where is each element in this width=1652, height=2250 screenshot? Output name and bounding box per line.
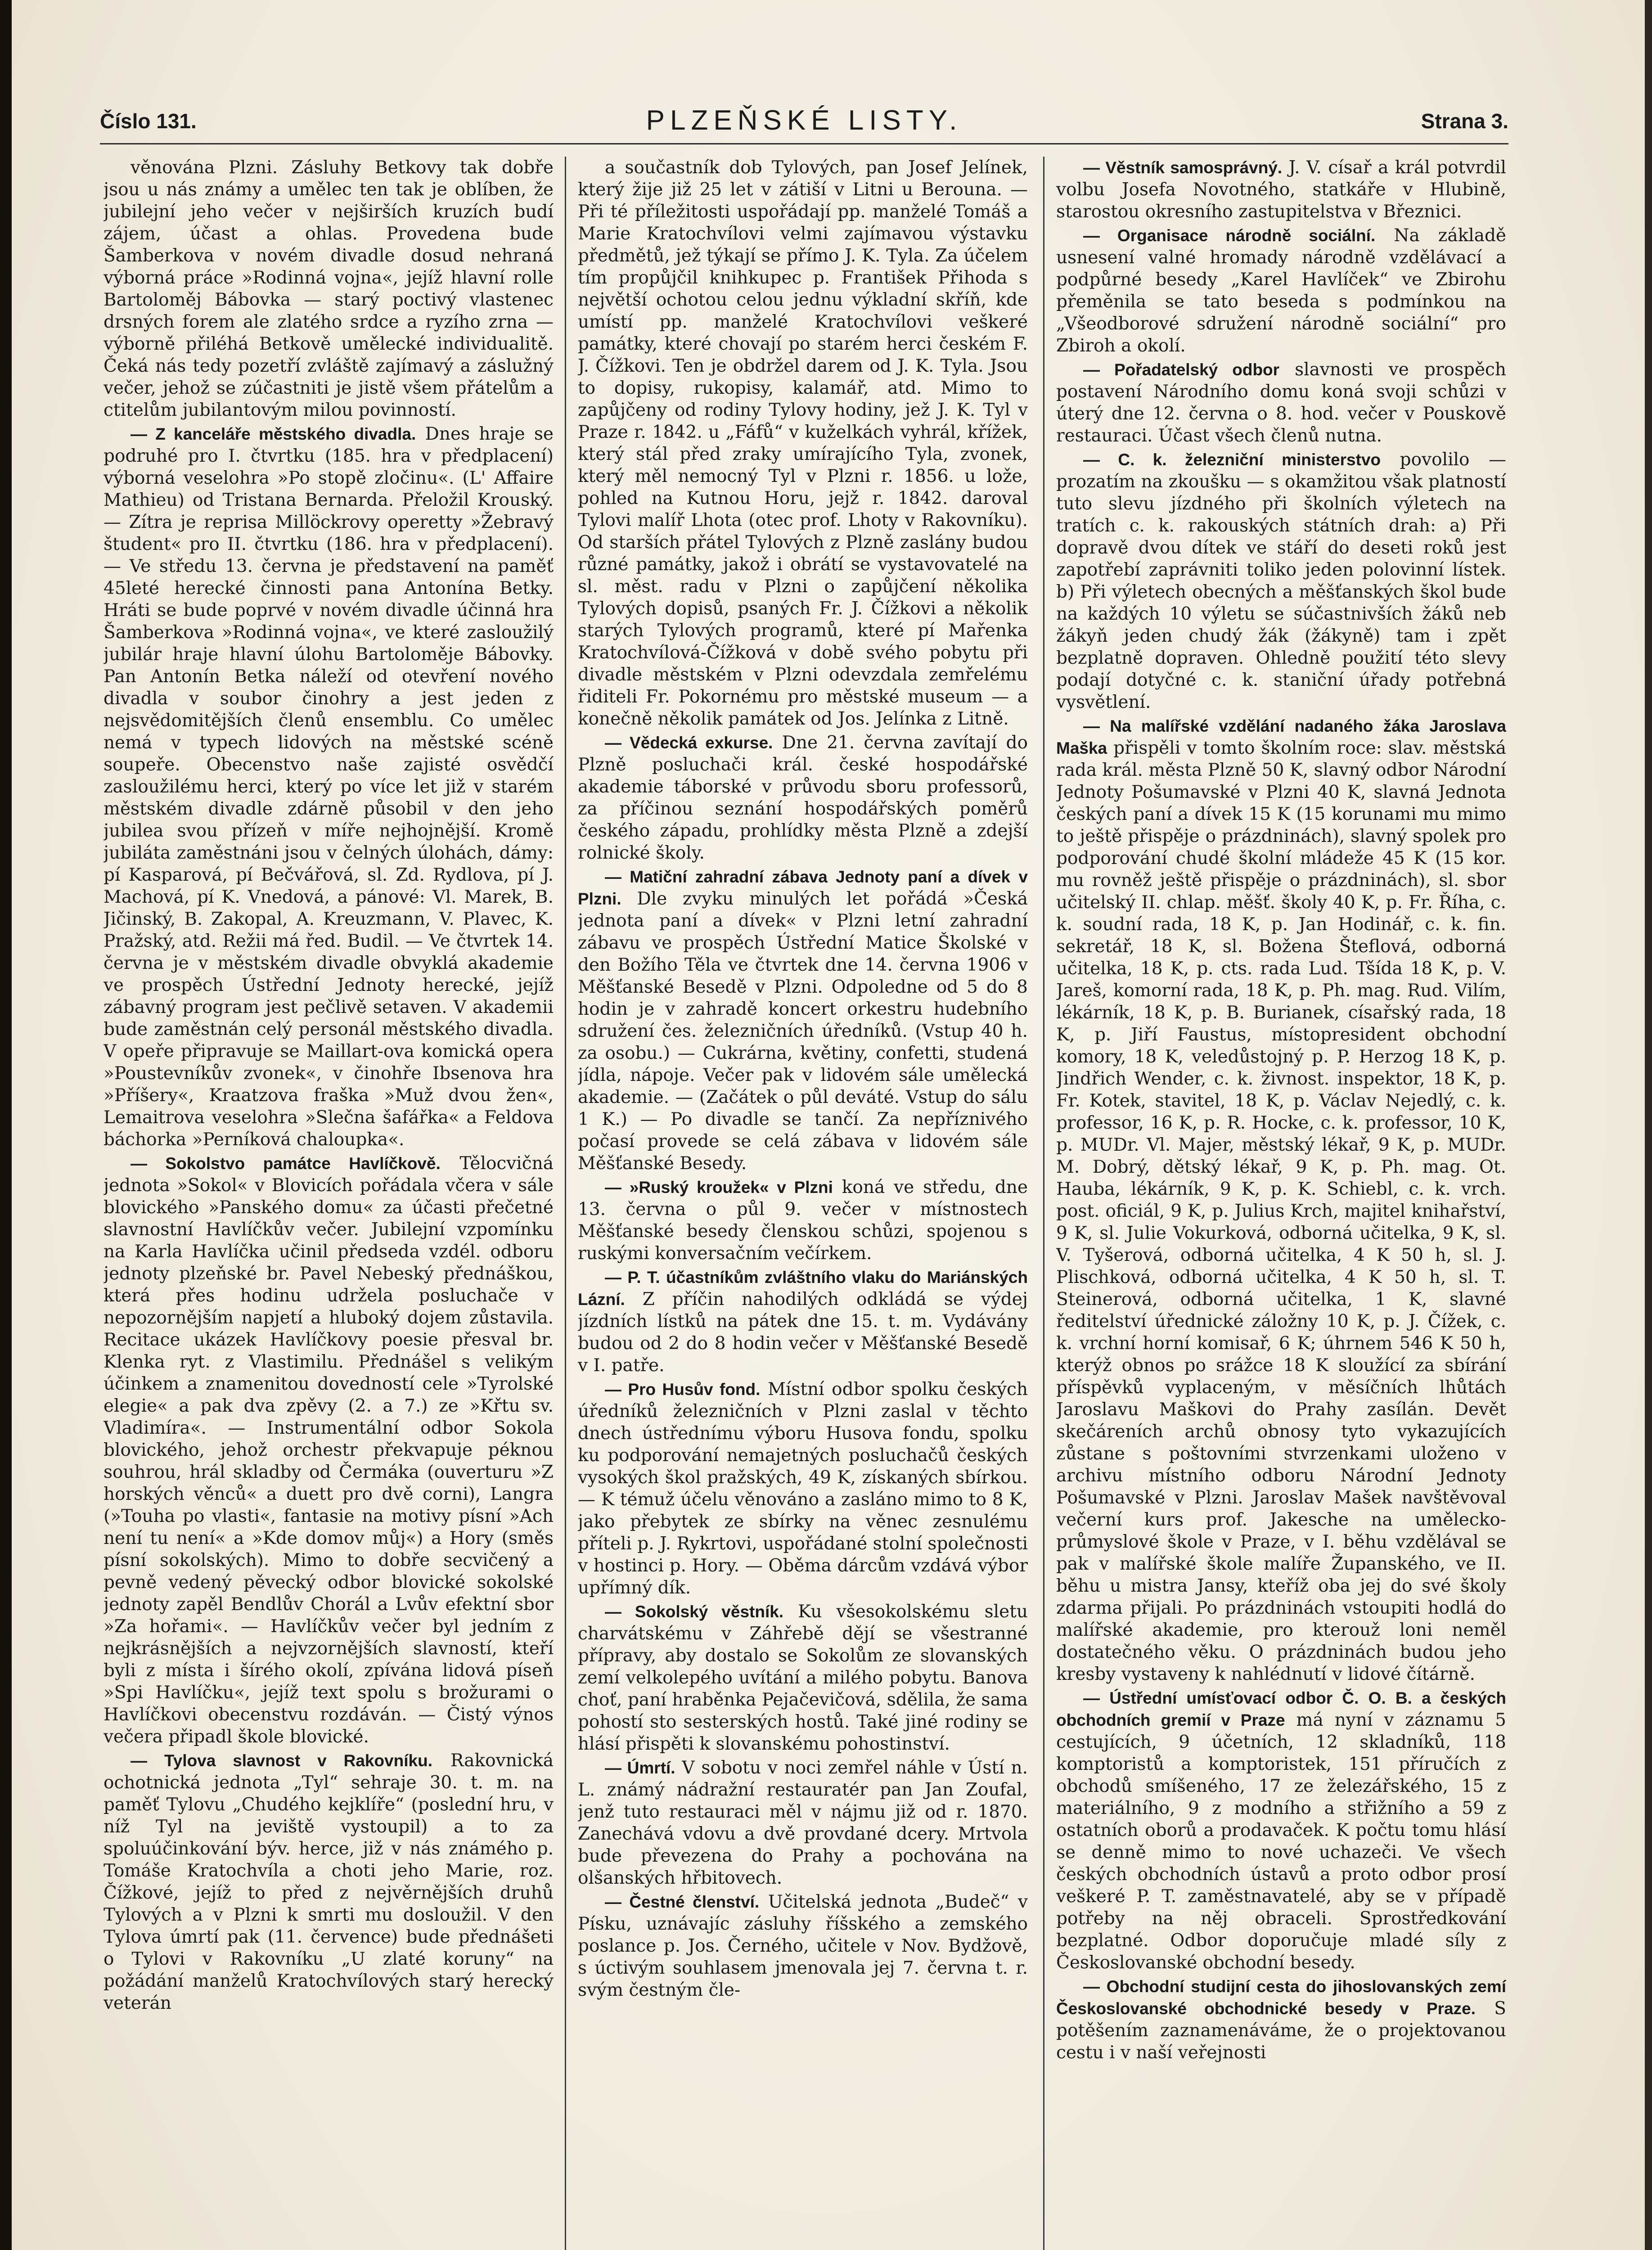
article-heading: — Sokolský věstník. <box>605 1602 784 1621</box>
article-text: Z příčin nahodilých odkládá se výdej jízdních lístků na pátek dne 15. t. m. Vydávány budou od 2 do 8 hodin večer v Měšťanské Besedě v I. patře. <box>578 1289 1028 1376</box>
article-text: Dle zvyku minulých let pořádá »Česká jednota paní a dívek« v Plzni letní zahradní zábavu ve prospěch Ústřední Matice Školské v den Božího Těla ve čtvrtek dne 14. června 1906 v Měšťanské Besedě v Plzni. Odpoledne od 5 do 8 hodin je v zahradě koncert orkestru hudebního sdružení čes. železničních úředníků. (Vstup 40 h. za osobu.) — Cukrárna, květiny, confetti, studená jídla, nápoje. Večer pak v lidovém sále umělecká akademie. — (Začátek o půl deváté. Vstup do sálu 1 K.) — Po divadle se tančí. Za nepříznivého počasí provede se celá zábava v lidovém sále Měšťanské Besedy. <box>578 889 1028 1174</box>
article-heading: — Pořadatelský odbor <box>1083 360 1280 379</box>
article-heading: — Úmrtí. <box>605 1759 675 1777</box>
article-text: Dnes hraje se podruhé pro I. čtvrtku (185. hra v předplacení) výborná veselohra »Po stopě zločinu«. (L' Affaire Mathieu) od Tristana Bernarda. Přeložil Krouský. — Zítra je reprisa Millöckrovy operetty »Žebravý študent« pro II. čtvrtku (186. hra v předplacení). — Ve středu 13. června je představení na paměť 45leté herecké činnosti pana Antonína Betky. Hráti se bude poprvé v novém divadle účinná hra Šamberkova »Rodinná vojna«, ve které zasloužilý jubilár hraje hlavní úlohu Bartoloměje Bábovky. Pan Antonín Betka náleží od otevření nového divadla v soubor činohry a jest jeden z nejsvědomitějších členů ensemblu. Co umělec nemá v typech lidových na městské scéně soupeře. Obecenstvo naše zajisté osvědčí zasloužilému herci, který po více let již v starém městském divadle zdárně působil v den jeho jubilea svou přízeň v míře nejhojnější. Kromě jubiláta zaměstnáni jsou v čelných úlohách, dámy: pí Kasparová, pí Bečvářová, sl. Zd. Rydlova, pí J. Machová, pí K. Vnedová, a pánové: Vl. Marek, B. Jičinský, B. Zakopal, A. Kreuzmann, V. Plavec, K. Pražský, atd. Režii má řed. Budil. — Ve čtvrtek 14. června je v městském divadle obvyklá akademie ve prospěch Ústřední Jednoty herecké, jejíž zábavný program jest pečlivě setaven. V akademii bude zaměstnán celý personál městského divadla. V opeře připravuje se Maillart-ova komická opera »Poustevníkův zvonek«, v činohře Ibsenova hra »Příšery«, Kraatzova fraška »Muž dvou žen«, Lemaitrova veselohra »Slečna šafářka« a Feldova báchorka »Perníková chaloupka«. <box>104 424 554 1150</box>
page-header <box>100 104 1508 143</box>
article-paragraph <box>1056 449 1506 713</box>
issue-number: Číslo 131. <box>100 109 197 133</box>
column-rule <box>565 157 566 2250</box>
article-text: Dne 21. června zavítají do Plzně posluchači král. české hospodářské akademie táborské v průvodu sboru professorů, za příčinou seznání hospodářských poměrů českého západu, prohlídky města Plzně a zdejší rolnické školy. <box>578 733 1028 863</box>
scan-border-left <box>0 0 12 2250</box>
article-heading: — Věstník samosprávný. <box>1083 158 1283 177</box>
article-paragraph <box>578 1378 1028 1599</box>
article-heading: — Pro Husův fond. <box>605 1380 761 1399</box>
article-text: povolilo — prozatím na zkoušku — s okamžitou však platností tuto slevu jízdného při školních výletech na tratích c. k. rakouských státních drah: a) Při dopravě dvou dítek ve stáří do deseti roků jest zapotřebí zaprávniti toliko jeden polovinní lístek. b) Při výletech obecných a měšťanských škol bude na každých 10 výletu se súčastnivších žáků neb žákyň jeden chudý žák (žákyně) tam i zpět bezplatně dopraven. Ohledně použití této slevy podají dotyčné c. k. staniční úřady potřebná vysvětlení. <box>1056 450 1506 712</box>
article-text: Tělocvičná jednota »Sokol« v Blovicích pořádala včera v sále blovického »Panského domu« za účasti přečetné slavnostní Havlíčkův večer. Jubilejní vzpomínku na Karla Havlíčka učinil předseda vzdél. odboru jednoty plzeňské br. Pavel Nebeský přednáškou, která přes hodinu udržela posluchače v nepozornějším napjetí a hluboký dojem zůstavila. Recitace ukázek Havlíčkovy poesie přesval br. Klenka ryt. z Vlastimilu. Přednášel s velikým účinkem a znamenitou dovedností cele »Tyrolské elegie« a pak dva zpěvy (2. a 7.) ze »Křtu sv. Vladimíra«. — Instrumentální odbor Sokola blovického, jehož orchestr překvapuje péknou souhrou, hrál skladby od Čermáka (ouverturu »Z horských věnců« a duett pro dvě corni), Langra (»Touha po vlasti«, fantasie na motivy písní »Ach není tu není« a »Kde domov můj«) a Hory (směs písní sokolských). Mimo to dobře secvičený a pevně vedený pěvecký odbor blovické sokolské jednoty zapěl Bendlův Chorál a Lvův efektní sbor »Za hořami«. — Havlíčkův večer byl jedním z nejkrásnějších a nejvzornějších slavností, kteří byli z místa i šírého okolí, zpívána lidová píseň »Spi Havlíčku«, jejíž text spolu s brožurami o Havlíčkovi obecenstvu rozdáván. — Čistý výnos večera připadl škole blovické. <box>104 1153 554 1747</box>
article-paragraph <box>1056 1976 1506 2064</box>
article-heading: — Organisace národně sociální. <box>1083 226 1376 245</box>
article-text: Místní odbor spolku českých úředníků železničních v Plzni zaslal v těchto dnech ústřednímu výboru Husova fondu, spolku ku podporování nemajetných posluchačů českých vysokých škol pražských, 49 K, získaných sbírkou. — K témuž účelu věnováno a zasláno mimo to 8 K, jako přebytek ze sbírky na věnec zesnulému příteli p. J. Rykrtovi, uspořádané stolní společnosti v hostinci p. Hory. — Oběma dárcům vzdává výbor upřímný dík. <box>578 1379 1028 1598</box>
article-paragraph <box>104 423 554 1151</box>
article-paragraph <box>1056 157 1506 223</box>
article-paragraph <box>104 1750 554 2014</box>
text-column-2 <box>578 157 1028 2250</box>
article-text: věnována Plzni. Zásluhy Betkovy tak dobře jsou u nás známy a umělec ten tak je oblíben, že jubilejní jeho večer v nejširších kruzích budí zájem, účast a ohlas. Provedena bude Šamberkova v novém divadle dosud nehraná výborná práce »Rodinná vojna«, jejíž hlavní rolle Bartoloměj Bábovka — starý poctivý vlastenec drsných forem ale zlatého srdce a ryzího zrna — výborně přiléhá Betkově umělecké individualitě. Čeká nás tedy pozetří zvláště zajímavý a záslužný večer, jehož se zúčastniti je jistě všem přátelům a ctitelům jubilantovým milou povinností. <box>104 158 554 420</box>
scan-border-right <box>1645 0 1652 2250</box>
article-heading: — C. k. železniční ministerstvo <box>1083 450 1381 469</box>
article-text: S potěšením zaznamenáváme, že o projektovanou cestu i v naší veřejnosti <box>1056 1998 1506 2063</box>
article-paragraph <box>578 1601 1028 1755</box>
article-heading: — Sokolstvo památce Havlíčkově. <box>131 1154 441 1173</box>
article-paragraph <box>1056 715 1506 1685</box>
article-text: přispěli v tomto školním roce: slav. městská rada král. města Plzně 50 K, slavný odbor Národní Jednoty Pošumavské v Plzni 40 K, slavná Jednota českých paní a dívek 15 K (15 korunami mu mimo to ještě přispěje o prázdninách), slavný spolek pro podporování chudé školní mládeže 45 K (15 kor. mu rovněž ještě přispěje o prázdninách), sl. sbor učitelský II. chlap. měšť. školy 40 K, p. Fr. Říha, c. k. soudní rada, 18 K, p. Jan Hodinář, c. k. fin. sekretář, 18 K, sl. Božena Šteflová, odborná učitelka, 18 K, p. cts. rada Lud. Tšída 18 K, p. V. Jareš, komorní rada, 18 K, p. Ph. mag. Rud. Vilím, lékárník, 18 K, p. B. Burianek, císařský rada, 18 K, p. Jiří Faustus, místopresident obchodní komory, 18 K, veledůstojný p. P. Herzog 18 K, p. Jindřich Wender, c. k. živnost. inspektor, 18 K, p. Fr. Kotek, stavitel, 18 K, p. Václav Nejedlý, c. k. professor, 16 K, p. R. Hocke, c. k. professor, 10 K, p. MUDr. Vl. Majer, městský lékař, 9 K, p. MUDr. M. Dobrý, dětský lékař, 9 K, p. Ph. mag. Ot. Hauba, lékárník, 9 K, p. K. Schiebl, c. k. vrch. post. oficiál, 9 K, p. Julius Krch, majitel knihařství, 9 K, sl. Julie Vokurková, odborná učitelka, 9 K, sl. V. Tyšerová, odborná učitelka, 4 K 50 h, sl. J. Plischková, odborná učitelka, 4 K 50 h, sl. T. Steinerová, odborná učitelka, 1 K, slavné ředitelství úřednické záložny 10 K, p. J. Čížek, c. k. vrchní horní komisař, 6 K; úhrnem 546 K 50 h, kterýž obnos po srážce 18 K sloužící za sbírání příspěvků vyplaceným, v měsíčních lhůtách Jaroslavu Maškovi do Prahy zasílán. Devět skečáreních archů obnosy tyto vykazujících zůstane s poštovními stvrzenkami uloženo v archivu místního odboru Národní Jednoty Pošumavské v Plzni. Jaroslav Mašek navštěvoval večerní kurs prof. Jakesche na umělecko-průmyslové škole v Praze, v I. běhu vzdělával se pak v malířské škole malíře Županského, ve II. běhu u mistra Jansy, kteříž oba jej do své školy zdarma přijali. Po prázdninách vstoupiti hodlá do malířské akademie, pro kterouž loni neměl dostatečného věku. O prázdninách budou jeho kresby vystaveny k nahlédnutí v lidové čítárně. <box>1056 738 1506 1684</box>
text-column-3 <box>1056 157 1506 2250</box>
article-paragraph <box>104 1152 554 1748</box>
article-paragraph <box>578 1891 1028 2001</box>
article-heading: — Matiční zahradní zábava Jednoty paní a dívek v Plzni. <box>578 868 1028 908</box>
article-text: koná ve středu, dne 13. června o půl 9. večer v místnostech Měšťanské besedy členskou schůzi, spojenou s ruskými konversačním večírkem. <box>578 1177 1028 1264</box>
article-heading: — Na malířské vzdělání nadaného žáka Jaroslava Maška <box>1056 717 1506 757</box>
article-paragraph <box>578 1757 1028 1889</box>
article-text: a součastník dob Tylových, pan Josef Jelínek, který žije již 25 let v zátiší v Litni u Berouna. — Při té příležitosti uspořádají pp. manželé Tomáš a Marie Kratochvílovi velmi zajímavou výstavku předmětů, jež týkají se přímo J. K. Tyla. Za účelem tím propůjčil knihkupec p. František Přihoda s největší ochotou celou jednu výkladní skříň, kde umístí pp. manželé Kratochvílovi veškeré památky, které chovají po starém herci českém F. J. Čížkovi. Ten je obdržel darem od J. K. Tyla. Jsou to dopisy, rukopisy, kalamář, atd. Mimo to zapůjčeny od rodiny Tylovy hodiny, jež J. K. Tyl v Praze r. 1842. u „Fáfů“ v kuželkách vyhrál, křížek, který stál před zraky umírajícího Tyla, zvonek, který měl nemocný Tyl v Plzni r. 1856. u lože, pohled na Kutnou Horu, jejž r. 1842. daroval Tylovi malíř Lhota (otec prof. Lhoty v Rakovníku). Od starších přátel Tylových z Plzně zaslány budou různé památky, jakož i obrátí se vystavovatelé na sl. měst. radu v Plzni o zapůjčení několika Tylových dopisů, psaných Fr. J. Čížkovi a několik starých Tylových programů, které pí Mařenka Kratochvílová-Čížková v době svého pobytu při divadle městském v Plzni odevzdala zemřelému řiditeli Fr. Pokornému pro městské museum — a konečně několik památek od Jos. Jelínka z Litně. <box>578 158 1028 729</box>
header-rule <box>100 143 1508 144</box>
page-number: Strana 3. <box>1421 109 1508 133</box>
article-paragraph <box>1056 1687 1506 1974</box>
article-paragraph <box>578 157 1028 730</box>
article-heading: — P. T. účastníkům zvláštního vlaku do Mariánských Lázní. <box>578 1268 1028 1309</box>
article-heading: — Obchodní studijní cesta do jihoslovanských zemí Českoslovanské obchodnické besedy v Praze. <box>1056 1977 1506 2018</box>
text-column-1 <box>104 157 554 2250</box>
article-text: Učitelská jednota „Budeč“ v Písku, uznávajíc zásluhy říšského a zemského poslance p. Jos. Černého, učitele v Nov. Bydžově, s úctivým souhlasem jmenovala jej 7. června t. r. svým čestným čle- <box>578 1892 1028 2000</box>
article-heading: — Tylova slavnost v Rakovníku. <box>131 1751 433 1770</box>
article-paragraph <box>578 866 1028 1174</box>
article-text: Ku všesokolskému sletu charvátskému v Záhřebě dějí se všestranné přípravy, aby dostalo se Sokolům ze slovanských zemí velkolepého uvítání a milého pobytu. Banova choť, paní hraběnka Pejačevičová, sdělila, že sama pohostí sto sesterských hostů. Také jiné rodiny se hlásí přispěti k slovanskému pohostinství. <box>578 1602 1028 1754</box>
article-text: má nyní v záznamu 5 cestujících, 9 účetních, 12 skladníků, 118 komptoristů a komptoristek, 151 příručích z obchodů smíšeného, 17 ze železářského, 15 z materiálního, 9 z modního a střižního a 59 z ostatních oborů a prodavaček. K počtu tomu hlásí se denně mimo to nové uchazeči. Ve všech českých obchodních ústavů a proto odbor prosí veškeré P. T. zaměstnavatelé, aby se v případě potřeby na něj obraceli. Sprostředkování bezplatné. Odbor doporučuje mladé síly z Českoslovanské obchodní besedy. <box>1056 1710 1506 1973</box>
article-paragraph <box>104 157 554 421</box>
article-paragraph <box>578 1266 1028 1377</box>
article-text: J. V. císař a král potvrdil volbu Josefa Novotného, statkáře v Hlubině, starostou okresního zastupitelstva v Březnici. <box>1056 158 1506 222</box>
article-paragraph <box>1056 359 1506 447</box>
article-text: V sobotu v noci zemřel náhle v Ústí n. L. známý nádražní restauratér pan Jan Zoufal, jenž tuto restauraci měl v nájmu již od r. 1870. Zanechává vdovu a dvě provdané dcery. Mrtvola bude převezena do Prahy a pochována na olšanských hřbitovech. <box>578 1758 1028 1888</box>
article-heading: — »Ruský kroužek« v Plzni <box>605 1178 833 1197</box>
article-paragraph <box>1056 225 1506 357</box>
article-heading: — Z kanceláře městského divadla. <box>131 425 416 443</box>
masthead-title: PLZEŇSKÉ LISTY. <box>646 105 963 136</box>
article-heading: — Ústřední umísťovací odbor Č. O. B. a českých obchodních gremií v Praze <box>1056 1689 1506 1729</box>
article-heading: — Čestné členství. <box>605 1893 760 1911</box>
article-text: Na základě usnesení valné hromady národně vzdělávací a podpůrné besedy „Karel Havlíček“ ve Zbirohu přeměnila se tato beseda s podmínkou na „Všeodborové sdružení národně sociální“ pro Zbiroh a okolí. <box>1056 225 1506 356</box>
article-text: slavnosti ve prospěch postavení Národního domu koná svoji schůzi v úterý dne 12. června o 8. hod. večer v Pouskově restauraci. Účast všech členů nutna. <box>1056 360 1506 446</box>
article-paragraph <box>578 1176 1028 1264</box>
article-paragraph <box>578 732 1028 864</box>
article-text: Rakovnická ochotnická jednota „Tyl“ sehraje 30. t. m. na paměť Tylovu „Chudého kejklíře“ (poslední hru, v níž Tyl na jeviště vystoupil) a to za spoluúčinkování býv. herce, již v nás známého p. Tomáše Kratochvíla a choti jeho Marie, roz. Čížkové, jejíž to před z nejvěrnějších druhů Tylových a v Plzni k smrti mu dosloužil. V den Tylova úmrtí pak (11. července) bude přednášeti o Tylovi v Rakovníku „U zlaté koruny“ na požádání manželů Kratochvílových starý herecký veterán <box>104 1750 554 2013</box>
column-rule <box>1043 157 1044 2250</box>
article-heading: — Vědecká exkurse. <box>605 734 773 752</box>
